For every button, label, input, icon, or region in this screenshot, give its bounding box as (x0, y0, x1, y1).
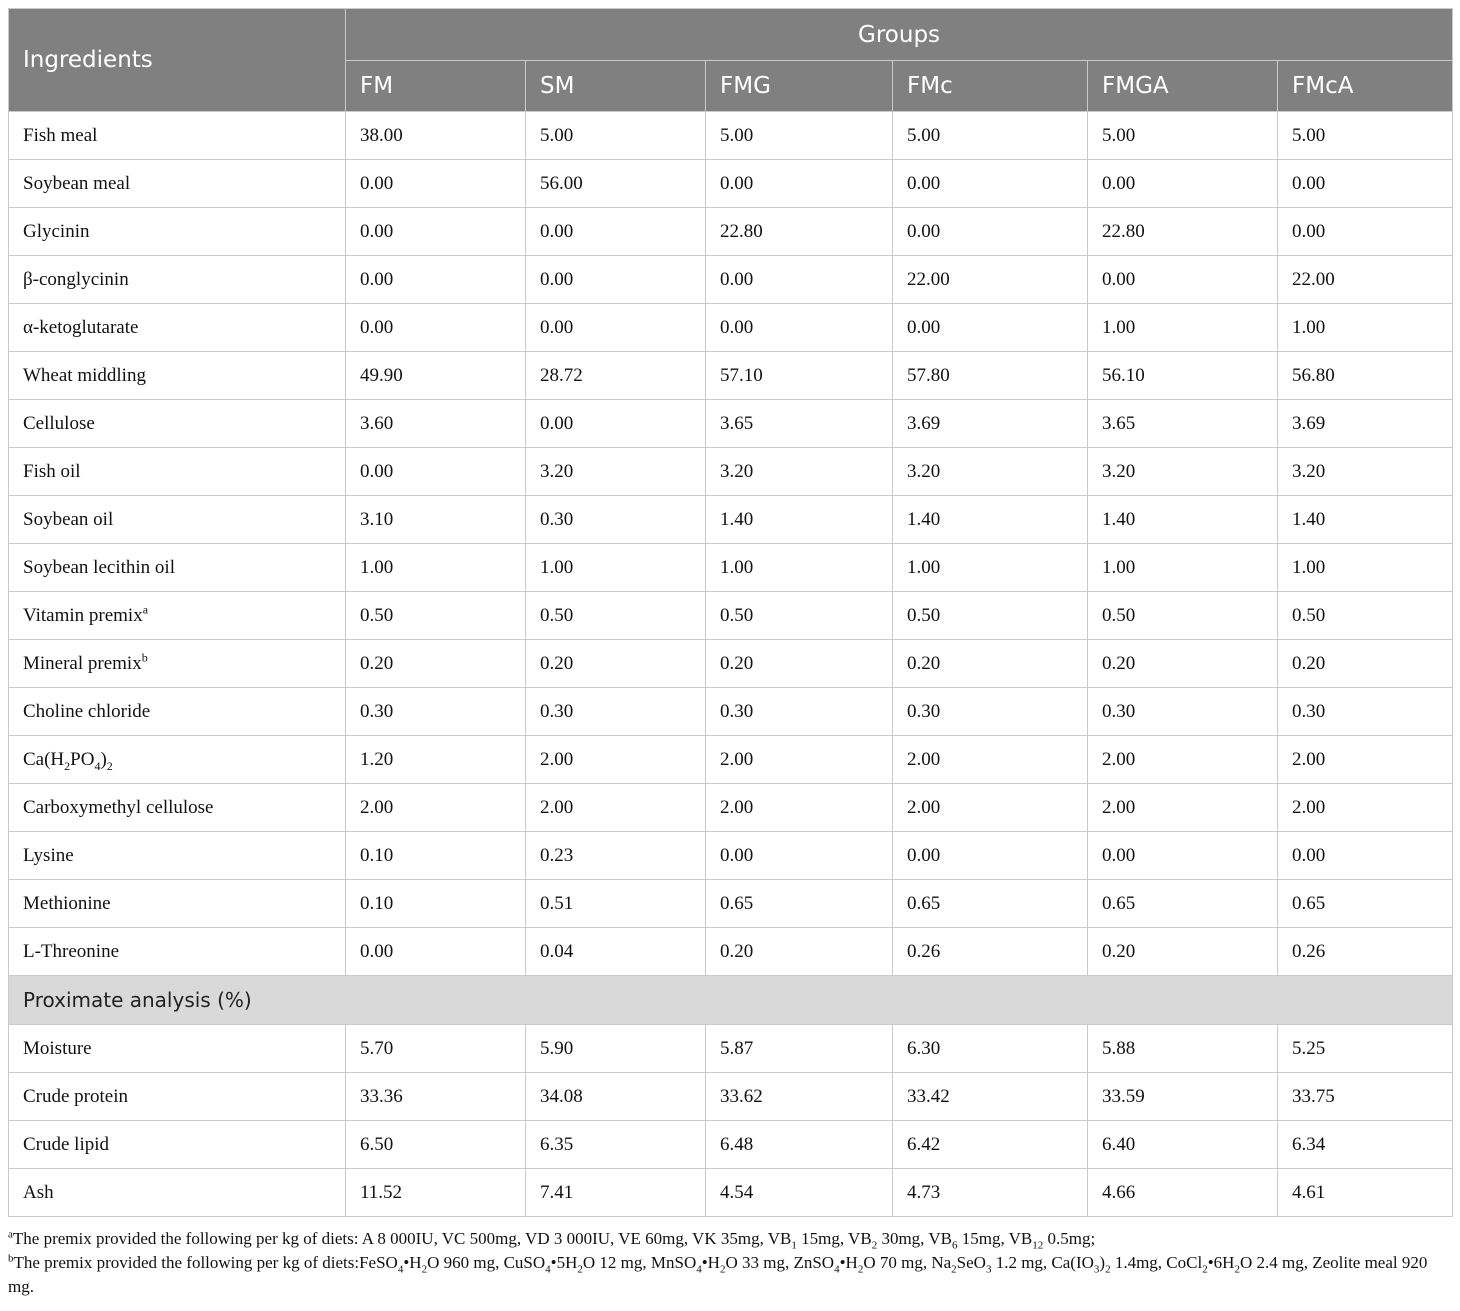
cell-value: 0.00 (346, 928, 526, 976)
cell-value: 1.40 (1278, 496, 1453, 544)
footnote-text: 2 (421, 1263, 428, 1276)
footnote-text: 2 (1234, 1263, 1240, 1276)
footnote-text: O 2.4 mg, Zeolite meal 920 mg. (8, 1253, 1428, 1296)
table-row (9, 1073, 1453, 1121)
row-label-text: Cellulose (23, 412, 95, 434)
cell-value: 0.00 (893, 160, 1088, 208)
cell-value: 5.00 (893, 112, 1088, 160)
row-label (9, 1073, 346, 1121)
cell-value: 33.75 (1278, 1073, 1453, 1121)
row-label (9, 928, 346, 976)
cell-value: 3.65 (1088, 400, 1278, 448)
table-row (9, 832, 1453, 880)
cell-value: 28.72 (526, 352, 706, 400)
cell-value: 0.20 (893, 640, 1088, 688)
cell-value: 0.50 (706, 592, 893, 640)
cell-value: 6.35 (526, 1121, 706, 1169)
cell-value: 2.00 (1278, 784, 1453, 832)
footnote-text: 15mg, VB (957, 1229, 1033, 1248)
cell-value: 1.00 (346, 544, 526, 592)
row-label (9, 112, 346, 160)
cell-value: 0.50 (1088, 592, 1278, 640)
row-label (9, 304, 346, 352)
footnotes (8, 1227, 1452, 1299)
row-label-part: PO (70, 748, 95, 770)
cell-value: 56.10 (1088, 352, 1278, 400)
cell-value: 0.00 (893, 304, 1088, 352)
footnote-text: O 12 mg, MnSO (582, 1253, 697, 1272)
footnote-text: 4 (545, 1263, 551, 1276)
cell-value: 0.00 (706, 160, 893, 208)
footnote-text: 4 (397, 1263, 404, 1276)
table-row (9, 160, 1453, 208)
footnote-text: SeO (956, 1253, 986, 1272)
ingredients-header: Ingredients (9, 9, 346, 112)
cell-value: 0.00 (893, 832, 1088, 880)
cell-value: 2.00 (706, 784, 893, 832)
table-row (9, 448, 1453, 496)
cell-value: 0.00 (526, 256, 706, 304)
footnote-text: 4 (696, 1263, 702, 1276)
cell-value: 0.50 (346, 592, 526, 640)
cell-value: 1.00 (1088, 544, 1278, 592)
column-header-sm: SM (526, 61, 706, 112)
footnote-text: The premix provided the following per kg of diets: A 8 000IU, VC 500mg, VD 3 000IU, VE 60mg, VK 35mg, VB (12, 1229, 792, 1248)
cell-value: 0.04 (526, 928, 706, 976)
cell-value: 6.48 (706, 1121, 893, 1169)
groups-header: Groups (346, 9, 1453, 61)
cell-value: 5.70 (346, 1025, 526, 1073)
cell-value: 0.30 (526, 688, 706, 736)
cell-value: 1.40 (706, 496, 893, 544)
cell-value: 6.34 (1278, 1121, 1453, 1169)
cell-value: 2.00 (1088, 784, 1278, 832)
row-label-text: α-ketoglutarate (23, 316, 139, 338)
cell-value: 0.00 (706, 832, 893, 880)
cell-value: 5.00 (1278, 112, 1453, 160)
row-label (9, 448, 346, 496)
row-label (9, 736, 346, 784)
cell-value: 0.50 (1278, 592, 1453, 640)
cell-value: 1.00 (1278, 544, 1453, 592)
row-label (9, 640, 346, 688)
cell-value: 5.00 (526, 112, 706, 160)
cell-value: 57.80 (893, 352, 1088, 400)
cell-value: 0.00 (1278, 160, 1453, 208)
cell-value: 0.20 (1088, 640, 1278, 688)
cell-value: 0.65 (1088, 880, 1278, 928)
cell-value: 0.51 (526, 880, 706, 928)
footnote-marker: b (8, 1252, 14, 1265)
footnote-text: •5H (550, 1253, 578, 1272)
cell-value: 22.00 (893, 256, 1088, 304)
row-label (9, 1169, 346, 1217)
footnote-text: 2 (871, 1239, 878, 1252)
footnote-text: •H (839, 1253, 858, 1272)
table-row (9, 928, 1453, 976)
cell-value: 1.40 (893, 496, 1088, 544)
cell-value: 0.30 (893, 688, 1088, 736)
row-label-text: Methionine (23, 892, 111, 914)
cell-value: 5.00 (1088, 112, 1278, 160)
footnote-text: The premix provided the following per kg of diets:FeSO (13, 1253, 398, 1272)
table-row (9, 592, 1453, 640)
footnote-text: 15mg, VB (796, 1229, 872, 1248)
row-label-text: Soybean lecithin oil (23, 556, 175, 578)
row-label-text: Soybean oil (23, 508, 114, 530)
cell-value: 49.90 (346, 352, 526, 400)
table-row (9, 736, 1453, 784)
cell-value: 0.00 (526, 400, 706, 448)
cell-value: 0.00 (1088, 256, 1278, 304)
column-header-fmca: FMcA (1278, 61, 1453, 112)
cell-value: 1.00 (893, 544, 1088, 592)
row-label-text: β-conglycinin (23, 268, 129, 290)
cell-value: 5.90 (526, 1025, 706, 1073)
cell-value: 2.00 (526, 736, 706, 784)
table-row (9, 544, 1453, 592)
footnote-text: •H (701, 1253, 720, 1272)
cell-value: 22.00 (1278, 256, 1453, 304)
cell-value: 1.00 (526, 544, 706, 592)
row-label (9, 688, 346, 736)
footnote-text: ) (1099, 1253, 1106, 1272)
cell-value: 0.20 (1278, 640, 1453, 688)
cell-value: 1.00 (1088, 304, 1278, 352)
cell-value: 1.40 (1088, 496, 1278, 544)
cell-value: 3.65 (706, 400, 893, 448)
cell-value: 3.20 (1088, 448, 1278, 496)
cell-value: 5.87 (706, 1025, 893, 1073)
column-header-fmga: FMGA (1088, 61, 1278, 112)
cell-value: 0.65 (893, 880, 1088, 928)
cell-value: 1.00 (1278, 304, 1453, 352)
row-label (9, 160, 346, 208)
cell-value: 0.30 (1088, 688, 1278, 736)
cell-value: 0.20 (346, 640, 526, 688)
cell-value: 5.00 (706, 112, 893, 160)
footnote-text: 2 (1105, 1263, 1111, 1276)
row-label-part: 2 (64, 758, 71, 773)
footnote-b (8, 1251, 1452, 1299)
footnote-text: 6 (951, 1239, 958, 1252)
table-row (9, 688, 1453, 736)
footnote-text: 4 (834, 1263, 840, 1276)
row-label-text: Wheat middling (23, 364, 146, 386)
footnote-text: •6H (1207, 1253, 1235, 1272)
footnote-text: 0.5mg; (1043, 1229, 1096, 1248)
cell-value: 3.20 (1278, 448, 1453, 496)
footnote-text: O 33 mg, ZnSO (725, 1253, 835, 1272)
table-row (9, 352, 1453, 400)
row-label-text: Fish oil (23, 460, 81, 482)
cell-value: 38.00 (346, 112, 526, 160)
footnote-text: •H (403, 1253, 422, 1272)
footnote-text: O 960 mg, CuSO (427, 1253, 546, 1272)
table-container (8, 8, 1452, 1299)
cell-value: 0.26 (893, 928, 1088, 976)
row-label-text: Moisture (23, 1037, 92, 1059)
row-label (9, 400, 346, 448)
footnote-text: 2 (1202, 1263, 1208, 1276)
cell-value: 0.00 (526, 304, 706, 352)
cell-value: 0.20 (526, 640, 706, 688)
footnote-a (8, 1227, 1452, 1251)
cell-value: 0.00 (706, 256, 893, 304)
footnote-text: 2 (577, 1263, 583, 1276)
row-label-text: Soybean meal (23, 172, 131, 194)
cell-value: 34.08 (526, 1073, 706, 1121)
cell-value: 33.62 (706, 1073, 893, 1121)
row-label (9, 352, 346, 400)
cell-value: 0.10 (346, 880, 526, 928)
footnote-text: 1.2 mg, Ca(IO (991, 1253, 1094, 1272)
row-label (9, 208, 346, 256)
cell-value: 2.00 (1278, 736, 1453, 784)
cell-value: 4.61 (1278, 1169, 1453, 1217)
cell-value: 0.30 (706, 688, 893, 736)
cell-value: 2.00 (893, 784, 1088, 832)
cell-value: 0.50 (526, 592, 706, 640)
cell-value: 33.42 (893, 1073, 1088, 1121)
row-label-part: 4 (94, 758, 101, 773)
cell-value: 33.59 (1088, 1073, 1278, 1121)
table-row (9, 880, 1453, 928)
cell-value: 3.10 (346, 496, 526, 544)
cell-value: 6.50 (346, 1121, 526, 1169)
cell-value: 0.00 (346, 208, 526, 256)
column-header-fmc: FMc (893, 61, 1088, 112)
row-label (9, 832, 346, 880)
row-label (9, 880, 346, 928)
cell-value: 0.65 (1278, 880, 1453, 928)
footnote-text: 2 (719, 1263, 726, 1276)
cell-value: 0.50 (893, 592, 1088, 640)
cell-value: 0.00 (346, 160, 526, 208)
row-label-text: Lysine (23, 844, 74, 866)
cell-value: 2.00 (346, 784, 526, 832)
row-label-text: Crude lipid (23, 1133, 110, 1155)
footnote-text: 30mg, VB (877, 1229, 952, 1248)
cell-value: 2.00 (1088, 736, 1278, 784)
cell-value: 3.69 (1278, 400, 1453, 448)
row-label-text: Vitamin premix (23, 604, 143, 626)
cell-value: 3.20 (893, 448, 1088, 496)
cell-value: 0.26 (1278, 928, 1453, 976)
row-label-part: 2 (106, 758, 113, 773)
table-row (9, 256, 1453, 304)
cell-value: 4.54 (706, 1169, 893, 1217)
row-label-text: Crude protein (23, 1085, 129, 1107)
footnote-text: 1 (791, 1239, 797, 1252)
cell-value: 0.20 (706, 640, 893, 688)
row-label-text: L-Threonine (23, 940, 120, 962)
cell-value: 0.20 (1088, 928, 1278, 976)
cell-value: 5.25 (1278, 1025, 1453, 1073)
cell-value: 0.30 (526, 496, 706, 544)
cell-value: 4.73 (893, 1169, 1088, 1217)
cell-value: 33.36 (346, 1073, 526, 1121)
row-label-text: Fish meal (23, 124, 98, 146)
cell-value: 11.52 (346, 1169, 526, 1217)
footnote-text: 1.4mg, CoCl (1110, 1253, 1203, 1272)
cell-value: 3.60 (346, 400, 526, 448)
table-row (9, 784, 1453, 832)
cell-value: 1.20 (346, 736, 526, 784)
column-header-fmg: FMG (706, 61, 893, 112)
cell-value: 0.65 (706, 880, 893, 928)
row-label (9, 496, 346, 544)
footnote-marker: b (141, 650, 148, 665)
cell-value: 2.00 (526, 784, 706, 832)
table-row (9, 112, 1453, 160)
row-label (9, 1025, 346, 1073)
cell-value: 0.00 (706, 304, 893, 352)
cell-value: 0.30 (1278, 688, 1453, 736)
cell-value: 3.20 (526, 448, 706, 496)
cell-value: 57.10 (706, 352, 893, 400)
proximate-rows (9, 1025, 1453, 1217)
cell-value: 1.00 (706, 544, 893, 592)
cell-value: 0.00 (893, 208, 1088, 256)
table-row (9, 640, 1453, 688)
footnote-text: 3 (1093, 1263, 1100, 1276)
cell-value: 0.00 (1088, 160, 1278, 208)
cell-value: 0.00 (1088, 832, 1278, 880)
row-label-part: ) (100, 748, 107, 770)
footnote-text: 3 (985, 1263, 992, 1276)
row-label (9, 592, 346, 640)
row-label (9, 544, 346, 592)
cell-value: 7.41 (526, 1169, 706, 1217)
row-label (9, 256, 346, 304)
footnote-text: 2 (857, 1263, 864, 1276)
cell-value: 22.80 (706, 208, 893, 256)
column-header-fm: FM (346, 61, 526, 112)
footnote-text: 12 (1032, 1239, 1044, 1252)
footnote-marker: a (142, 602, 149, 617)
row-label-text: Carboxymethyl cellulose (23, 796, 214, 818)
cell-value: 0.20 (706, 928, 893, 976)
cell-value: 0.00 (346, 256, 526, 304)
footnote-text: O 70 mg, Na (863, 1253, 952, 1272)
cell-value: 0.10 (346, 832, 526, 880)
cell-value: 0.00 (1278, 832, 1453, 880)
table-row (9, 1169, 1453, 1217)
cell-value: 22.80 (1088, 208, 1278, 256)
cell-value: 4.66 (1088, 1169, 1278, 1217)
row-label-text: Choline chloride (23, 700, 151, 722)
table-row (9, 400, 1453, 448)
cell-value: 6.42 (893, 1121, 1088, 1169)
cell-value: 0.00 (346, 304, 526, 352)
cell-value: 3.69 (893, 400, 1088, 448)
cell-value: 6.30 (893, 1025, 1088, 1073)
footnote-marker: a (8, 1228, 13, 1241)
cell-value: 0.00 (346, 448, 526, 496)
cell-value: 2.00 (706, 736, 893, 784)
row-label (9, 784, 346, 832)
cell-value: 0.30 (346, 688, 526, 736)
cell-value: 56.80 (1278, 352, 1453, 400)
footnote-text: 2 (951, 1263, 957, 1276)
table-row (9, 208, 1453, 256)
table-row (9, 1121, 1453, 1169)
cell-value: 6.40 (1088, 1121, 1278, 1169)
row-label-part: Ca(H (23, 748, 65, 770)
cell-value: 3.20 (706, 448, 893, 496)
row-label-text: Mineral premix (23, 652, 142, 674)
row-label (9, 1121, 346, 1169)
cell-value: 5.88 (1088, 1025, 1278, 1073)
cell-value: 0.23 (526, 832, 706, 880)
cell-value: 56.00 (526, 160, 706, 208)
row-label-text: Ash (23, 1181, 54, 1203)
table-row (9, 496, 1453, 544)
ingredient-rows (9, 112, 1453, 976)
cell-value: 0.00 (1278, 208, 1453, 256)
table-row (9, 1025, 1453, 1073)
proximate-section (9, 976, 1453, 1025)
proximate-analysis-header: Proximate analysis (%) (9, 976, 1453, 1025)
row-label-text: Glycinin (23, 220, 90, 242)
cell-value: 0.00 (526, 208, 706, 256)
cell-value: 2.00 (893, 736, 1088, 784)
table-row (9, 304, 1453, 352)
diet-formulation-table (8, 8, 1453, 1217)
